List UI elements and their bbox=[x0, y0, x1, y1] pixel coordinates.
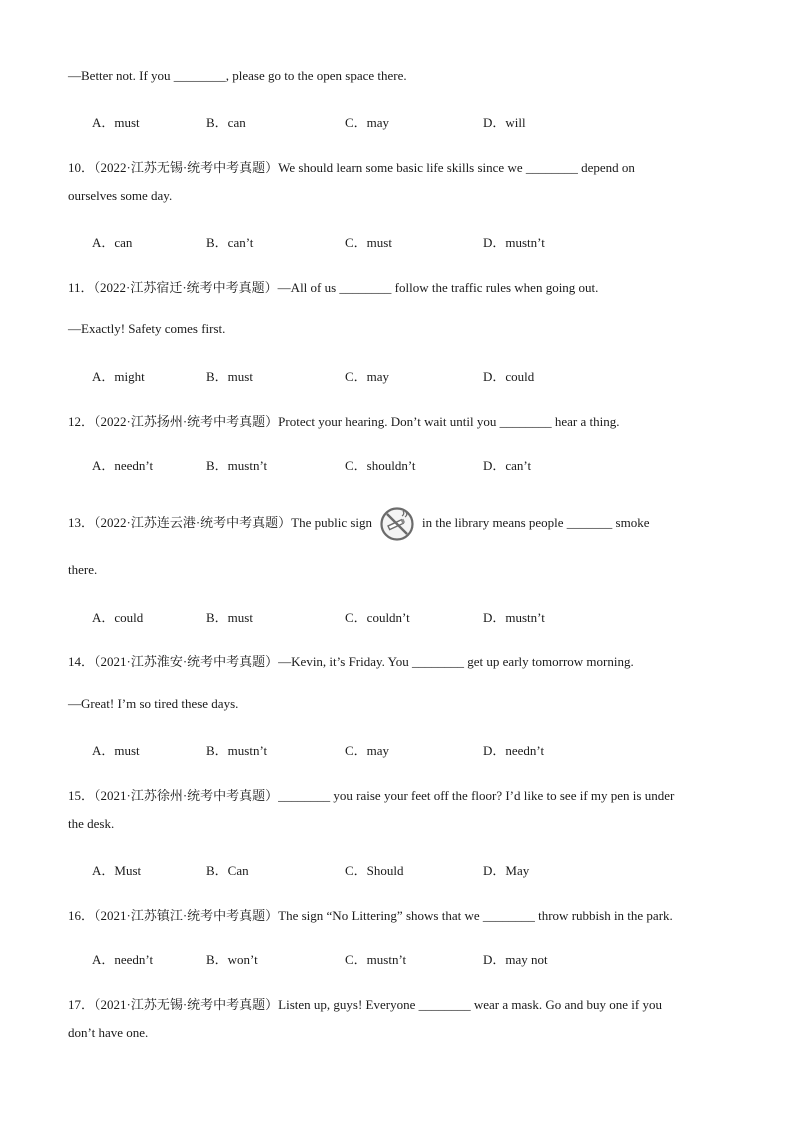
q12-option-a[interactable]: A．needn’t bbox=[92, 458, 154, 473]
q15-line2: the desk. bbox=[68, 816, 115, 831]
q9-option-d[interactable]: D．will bbox=[483, 115, 526, 130]
q14-option-a[interactable]: A．must bbox=[92, 743, 140, 758]
q11-option-b[interactable]: B．must bbox=[206, 369, 253, 384]
q9-option-b[interactable]: B．can bbox=[206, 115, 246, 130]
q16-options bbox=[92, 949, 652, 967]
q14-line1: 14．（2021·江苏淮安·统考中考真题）—Kevin, it’s Friday. You ________ get up early tomorrow morning. bbox=[68, 654, 634, 669]
q16-option-d[interactable]: D．may not bbox=[483, 952, 548, 967]
q16-option-c[interactable]: C．mustn’t bbox=[345, 952, 407, 967]
q13-option-d[interactable]: D．mustn’t bbox=[483, 610, 545, 625]
q16-line1: 16．（2021·江苏镇江·统考中考真题）The sign “No Littering” shows that we ________ throw rubbish in the park. bbox=[68, 908, 673, 923]
q12-option-d[interactable]: D．can’t bbox=[483, 458, 532, 473]
q15-option-d[interactable]: D．May bbox=[483, 863, 530, 878]
q15-option-b[interactable]: B．Can bbox=[206, 863, 249, 878]
q13-option-b[interactable]: B．must bbox=[206, 610, 253, 625]
q12-option-c[interactable]: C．shouldn’t bbox=[345, 458, 416, 473]
q13-line1 bbox=[68, 503, 650, 543]
q12-options bbox=[92, 455, 652, 473]
q15-line1: 15．（2021·江苏徐州·统考中考真题）________ you raise your feet off the floor? I’d like to see if my pen is under bbox=[68, 788, 675, 803]
q11-option-a[interactable]: A．might bbox=[92, 369, 145, 384]
q15-option-c[interactable]: C．Should bbox=[345, 863, 404, 878]
q10-line2: ourselves some day. bbox=[68, 188, 173, 203]
q13-option-c[interactable]: C．couldn’t bbox=[345, 610, 410, 625]
q9-option-a[interactable]: A．must bbox=[92, 115, 140, 130]
q15-option-a[interactable]: A．Must bbox=[92, 863, 142, 878]
q14-option-c[interactable]: C．may bbox=[345, 743, 390, 758]
q13-options bbox=[92, 607, 652, 625]
q14-option-d[interactable]: D．needn’t bbox=[483, 743, 545, 758]
q16-option-a[interactable]: A．needn’t bbox=[92, 952, 154, 967]
q14-options bbox=[92, 740, 652, 758]
q17-line1: 17．（2021·江苏无锡·统考中考真题）Listen up, guys! Everyone ________ wear a mask. Go and buy one if you bbox=[68, 997, 662, 1012]
q14-option-b[interactable]: B．mustn’t bbox=[206, 743, 268, 758]
no-smoking-icon bbox=[380, 507, 414, 541]
q9-options bbox=[92, 112, 652, 130]
q13-option-a[interactable]: A．could bbox=[92, 610, 144, 625]
q9-line1: —Better not. If you ________, please go to the open space there. bbox=[68, 68, 407, 83]
q10-option-b[interactable]: B．can’t bbox=[206, 235, 254, 250]
q10-options bbox=[92, 232, 652, 250]
q10-option-a[interactable]: A．can bbox=[92, 235, 133, 250]
q11-line1: 11．（2022·江苏宿迁·统考中考真题）—All of us ________ follow the traffic rules when going out. bbox=[68, 280, 599, 295]
q17-line2: don’t have one. bbox=[68, 1025, 149, 1040]
q11-options bbox=[92, 366, 652, 384]
q10-option-d[interactable]: D．mustn’t bbox=[483, 235, 545, 250]
q15-options bbox=[92, 860, 652, 878]
q11-line2: —Exactly! Safety comes first. bbox=[68, 321, 226, 336]
q10-line1: 10．（2022·江苏无锡·统考中考真题）We should learn some basic life skills since we ________ depend on bbox=[68, 160, 635, 175]
q9-option-c[interactable]: C．may bbox=[345, 115, 390, 130]
q10-option-c[interactable]: C．must bbox=[345, 235, 392, 250]
q16-option-b[interactable]: B．won’t bbox=[206, 952, 258, 967]
q14-line2: —Great! I’m so tired these days. bbox=[68, 696, 239, 711]
q11-option-d[interactable]: D．could bbox=[483, 369, 535, 384]
q11-option-c[interactable]: C．may bbox=[345, 369, 390, 384]
q12-option-b[interactable]: B．mustn’t bbox=[206, 458, 268, 473]
q13-line1-pre: 13．（2022·江苏连云港·统考中考真题）The public sign bbox=[68, 515, 373, 530]
q13-line1-post: in the library means people _______ smoke bbox=[422, 515, 650, 530]
q12-line1: 12．（2022·江苏扬州·统考中考真题）Protect your hearing. Don’t wait until you ________ hear a thing. bbox=[68, 414, 620, 429]
q13-line2: there. bbox=[68, 562, 98, 577]
